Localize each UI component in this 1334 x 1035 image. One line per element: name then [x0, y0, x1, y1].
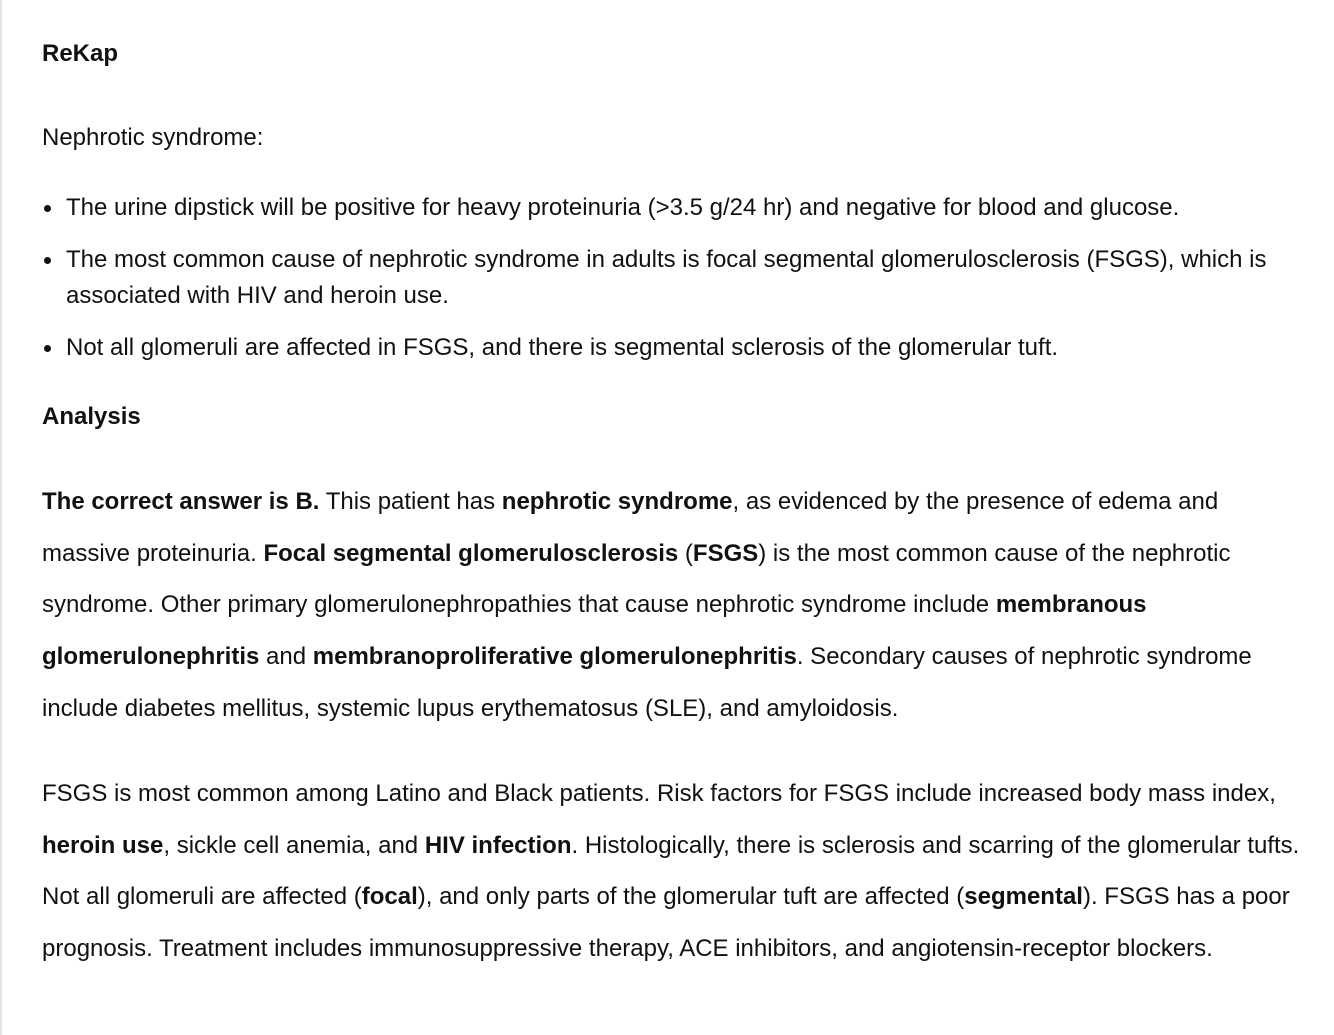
bullet-text: Not all glomeruli are affected in FSGS, and there is segmental sclerosis of the glomerular tuft. [66, 334, 1059, 361]
rekap-intro: Nephrotic syndrome: [42, 124, 264, 151]
correct-answer-text: The correct answer is B. [42, 488, 320, 515]
list-item [42, 190, 1304, 226]
text-run: and [259, 643, 313, 671]
text-run: , sickle cell anemia, and [163, 831, 425, 859]
text-run: ), and only parts of the glomerular tuft are affected ( [417, 883, 965, 911]
analysis-heading: Analysis [42, 403, 141, 430]
bullet-text: The most common cause of nephrotic syndrome in adults is focal segmental glomerulosclerosis (FSGS), which is associated with HIV and heroin use. [66, 246, 1267, 309]
bold-term: FSGS [692, 539, 759, 567]
bold-term: nephrotic syndrome [501, 488, 733, 515]
bold-term: focal [361, 883, 418, 911]
text-run: ( [678, 539, 693, 567]
text-run: FSGS is most common among Latino and Black patients. Risk factors for FSGS include increased body mass index, [42, 780, 1276, 807]
text-run: This patient has [319, 488, 502, 515]
rekap-bullet-list [42, 190, 1304, 382]
list-item [42, 330, 1304, 366]
bullet-icon [44, 345, 51, 352]
text-run: ) is the most common cause of the nephrotic syndrome. Other primary glomerulonephropathies that cause nephrotic syndrome include [42, 539, 1231, 619]
left-border [0, 0, 2, 1035]
text-run: . Secondary causes of nephrotic syndrome include diabetes mellitus, systemic lupus erythematosus (SLE), and amyloidosis. [42, 643, 1252, 722]
text-run: , as evidenced by the presence of edema and massive proteinuria. [42, 488, 1219, 567]
bold-term: HIV infection [424, 831, 572, 859]
rekap-heading: ReKap [42, 40, 119, 67]
list-item [42, 242, 1304, 314]
bold-term: segmental [964, 883, 1083, 911]
bold-term: membranous glomerulonephritis [42, 591, 1147, 671]
analysis-paragraph-2 [42, 768, 1304, 975]
bullet-icon [44, 205, 51, 212]
text-run: ). FSGS has a poor prognosis. Treatment includes immunosuppressive therapy, ACE inhibitors, and angiotensin-receptor blockers. [42, 883, 1290, 963]
bullet-text: The urine dipstick will be positive for heavy proteinuria (>3.5 g/24 hr) and negative for blood and glucose. [66, 194, 1180, 221]
bold-term: Focal segmental glomerulosclerosis [263, 539, 679, 567]
bold-term: membranoproliferative glomerulonephritis [312, 643, 797, 671]
bold-term: heroin use [42, 831, 164, 859]
analysis-paragraph-1 [42, 476, 1304, 735]
bullet-icon [44, 257, 51, 264]
text-run: . Histologically, there is sclerosis and scarring of the glomerular tufts. Not all glomeruli are affected ( [42, 831, 1300, 911]
